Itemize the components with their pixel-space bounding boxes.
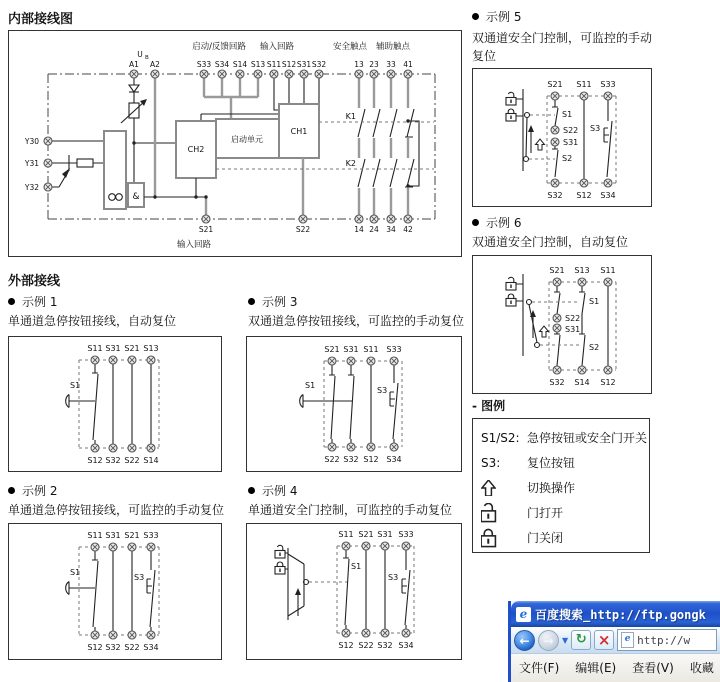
switch-label: S3 [590, 124, 601, 133]
switch-label: S1 [351, 562, 362, 571]
terminal-label: S33 [398, 530, 414, 539]
example2-box [8, 523, 222, 660]
example1-header [8, 293, 57, 310]
door-open-icon [481, 503, 527, 523]
terminal-label: A1 [129, 60, 139, 69]
menu-item-edit[interactable]: 编辑(E) [575, 661, 617, 675]
terminal-label: S11 [87, 344, 103, 353]
terminal-label: S11 [600, 266, 616, 275]
terminal-label: S21 [547, 80, 563, 89]
back-arrow-icon: ← [519, 633, 530, 648]
terminal-label: S12 [87, 456, 103, 465]
ch2-label: CH2 [187, 145, 205, 154]
legend-row [481, 500, 641, 525]
switch-label: S1 [70, 381, 81, 390]
terminal-label: S21 [124, 531, 140, 540]
switch-operation-icon [536, 139, 545, 150]
terminal-label: S22 [324, 455, 340, 464]
door-closed-icon [275, 562, 285, 574]
reset-button-icon [147, 579, 152, 593]
example4-desc: 单通道安全门控制，可监控的手动复位 [248, 503, 453, 517]
switch-label: S1 [589, 297, 600, 306]
page-icon: e [621, 632, 634, 648]
browser-titlebar[interactable] [511, 601, 720, 627]
switch-label: S1 [70, 568, 81, 577]
terminal-label: S31 [105, 531, 121, 540]
k1-label: K1 [345, 112, 356, 121]
legend-row [481, 450, 641, 475]
bullet-icon [8, 487, 15, 494]
terminal-label: S32 [549, 378, 565, 387]
example1-title: 示例 1 [22, 295, 58, 309]
example3-title: 示例 3 [262, 295, 298, 309]
terminal-label: S22 [124, 456, 140, 465]
example6-title: 示例 6 [486, 216, 522, 230]
legend-row [481, 425, 648, 450]
estop-button-icon [66, 582, 77, 595]
menu-item-view[interactable]: 查看(V) [632, 661, 674, 675]
terminal-label: S21 [198, 225, 214, 234]
switch-label: S1 [562, 110, 573, 119]
terminal-label: S32 [343, 455, 359, 464]
terminal-label: S31 [343, 345, 359, 354]
browser-window [508, 601, 720, 682]
terminal-label: S12 [576, 191, 592, 200]
terminal-label: S12 [363, 455, 379, 464]
estop-button-icon [300, 395, 311, 408]
ub-label: U [137, 50, 143, 59]
example3-header [248, 293, 297, 310]
safety-door-icon [506, 89, 545, 171]
bullet-icon [8, 298, 15, 305]
example5-box [472, 68, 652, 207]
terminal-label: 33 [386, 60, 396, 69]
switch-label: S2 [589, 343, 600, 352]
terminal-label: S22 [563, 126, 579, 135]
browser-nav-toolbar [511, 627, 720, 654]
example6-desc: 双通道安全门控制，自动复位 [472, 235, 629, 249]
terminal-label: S21 [358, 530, 374, 539]
terminal-label: S14 [574, 378, 590, 387]
internal-diagram-title: 内部接线图 [8, 12, 74, 27]
terminal-label: S31 [296, 60, 312, 69]
legend-key: S1/S2: [481, 430, 520, 445]
bullet-icon [248, 487, 255, 494]
close-icon: × [597, 631, 611, 649]
reset-button-icon [390, 392, 395, 406]
terminal-label: S34 [398, 641, 414, 650]
terminal-label: S13 [143, 344, 159, 353]
door-open-icon [275, 545, 285, 558]
safety-door-icon [506, 274, 549, 356]
example1-diagram [9, 337, 219, 469]
bullet-icon [472, 13, 479, 20]
terminal-label: S21 [324, 345, 340, 354]
example4-diagram [247, 524, 459, 657]
switch-label: S1 [305, 381, 316, 390]
group-aux: 辅助触点 [375, 42, 411, 52]
terminal-label: S11 [87, 531, 103, 540]
terminal-label: S31 [565, 325, 581, 334]
address-bar[interactable] [617, 629, 717, 651]
group-input: 输入回路 [259, 42, 295, 52]
legend-text: 门关闭 [527, 531, 564, 545]
switch-label: S2 [562, 154, 573, 163]
menu-item-file[interactable]: 文件(F) [519, 661, 560, 675]
legend-row [481, 475, 641, 500]
door-closed-icon [481, 528, 527, 548]
legend-box [472, 418, 650, 553]
door-open-icon [506, 277, 516, 290]
refresh-icon: ↻ [575, 632, 587, 647]
reset-button-icon [604, 128, 609, 142]
terminal-label: S14 [232, 60, 248, 69]
terminal-label: S22 [565, 314, 581, 323]
terminal-label: S32 [105, 643, 121, 652]
refresh-button[interactable] [571, 630, 591, 650]
safety-door-icon [275, 545, 309, 620]
terminal-label: S32 [311, 60, 327, 69]
legend-text: 门打开 [527, 506, 564, 520]
terminal-label: S22 [358, 641, 374, 650]
terminal-label: Y31 [24, 159, 39, 168]
forward-button[interactable] [538, 630, 559, 651]
history-dropdown-button[interactable] [562, 636, 568, 645]
terminal-label: 14 [354, 225, 364, 234]
terminal-label: S22 [124, 643, 140, 652]
terminal-label: S31 [563, 138, 579, 147]
forward-arrow-icon: → [543, 633, 554, 648]
terminal-label: S34 [600, 191, 616, 200]
example4-title: 示例 4 [262, 484, 298, 498]
terminal-label: 13 [354, 60, 364, 69]
example2-desc: 单通道急停按钮接线，可监控的手动复位 [8, 503, 225, 517]
terminal-label: S13 [574, 266, 590, 275]
group-safety: 安全触点 [332, 42, 368, 52]
terminal-label: S11 [363, 345, 379, 354]
terminal-label: Y30 [24, 137, 39, 146]
legend-text: 急停按钮或安全门开关 [527, 431, 648, 445]
ie-logo-icon: e [516, 607, 531, 622]
terminal-label: S33 [600, 80, 616, 89]
legend-title: - 图例 [472, 399, 506, 413]
terminal-label: S32 [105, 456, 121, 465]
terminal-label: S33 [196, 60, 212, 69]
example5-header [472, 8, 521, 25]
terminal-label: 24 [369, 225, 379, 234]
terminal-label: 41 [403, 60, 413, 69]
terminal-label: S11 [576, 80, 592, 89]
example5-desc-line2: 复位 [472, 49, 497, 63]
terminal-label: S32 [547, 191, 563, 200]
example3-diagram [247, 337, 459, 469]
k2-label: K2 [345, 159, 356, 168]
example3-box [246, 336, 462, 472]
address-input: http://w [637, 633, 691, 647]
legend-row [481, 525, 641, 550]
legend-text: 复位按钮 [527, 456, 576, 470]
example4-header [248, 482, 297, 499]
switch-label: S3 [377, 386, 388, 395]
terminal-label: S33 [143, 531, 159, 540]
terminal-label: 34 [386, 225, 396, 234]
terminal-label: S22 [295, 225, 311, 234]
chevron-down-icon: ▼ [562, 635, 569, 645]
terminal-label: S12 [281, 60, 297, 69]
terminal-label: S12 [600, 378, 616, 387]
ub-sub-label: B [145, 55, 149, 61]
example3-desc: 双通道急停按钮接线，可监控的手动复位 [248, 314, 465, 328]
terminal-label: S13 [250, 60, 266, 69]
internal-wiring-box [8, 30, 462, 257]
terminal-label: S34 [143, 643, 159, 652]
ch1-label: CH1 [290, 127, 308, 136]
terminal-label: S21 [549, 266, 565, 275]
example5-desc-line1: 双通道安全门控制，可监控的手动 [472, 31, 653, 45]
example5-title: 示例 5 [486, 10, 522, 24]
menu-item-favorites[interactable]: 收藏 [689, 661, 714, 675]
browser-window-title: 百度搜索_http://ftp.gongk [535, 607, 706, 622]
group-start-feedback: 启动/反馈回路 [192, 42, 246, 52]
legend-text: 切换操作 [527, 481, 576, 495]
door-closed-icon [506, 109, 516, 121]
terminal-label: S12 [87, 643, 103, 652]
example1-desc: 单通道急停按钮接线，自动复位 [8, 314, 177, 328]
switch-label: S3 [134, 573, 145, 582]
switch-operation-icon [540, 326, 549, 337]
start-unit-label: 启动单元 [231, 135, 263, 144]
example4-box [246, 523, 462, 660]
legend-key: S3: [481, 455, 501, 470]
group-input-bottom: 输入回路 [176, 240, 212, 250]
door-closed-icon [506, 294, 516, 306]
bullet-icon [472, 219, 479, 226]
example6-diagram [473, 256, 649, 391]
browser-menu-bar [511, 654, 720, 682]
switch-operation-icon [481, 480, 527, 496]
terminal-label: S14 [143, 456, 159, 465]
example1-box [8, 336, 222, 472]
example6-header [472, 214, 521, 231]
example2-header [8, 482, 57, 499]
terminal-label: S11 [266, 60, 282, 69]
bullet-icon [248, 298, 255, 305]
terminal-label: S31 [377, 530, 393, 539]
terminal-label: S11 [338, 530, 354, 539]
terminal-label: A2 [150, 60, 160, 69]
external-wiring-title: 外部接线 [8, 274, 61, 289]
switch-label: S3 [388, 573, 399, 582]
example6-box [472, 255, 652, 394]
estop-button-icon [66, 395, 77, 408]
door-open-icon [506, 92, 516, 105]
terminal-label: S34 [214, 60, 230, 69]
stop-button[interactable] [594, 630, 614, 650]
internal-wiring-diagram [9, 31, 459, 254]
example2-diagram [9, 524, 219, 657]
terminal-label: S32 [377, 641, 393, 650]
terminal-label: 23 [369, 60, 379, 69]
terminal-label: S12 [338, 641, 354, 650]
terminal-label: 42 [403, 225, 413, 234]
and-block-label: & [132, 192, 140, 202]
terminal-label: S33 [386, 345, 402, 354]
terminal-label: Y32 [24, 183, 39, 192]
example5-diagram [473, 69, 649, 204]
terminal-label: S31 [105, 344, 121, 353]
reset-button-icon [402, 579, 407, 593]
example2-title: 示例 2 [22, 484, 58, 498]
terminal-label: S21 [124, 344, 140, 353]
terminal-label: S34 [386, 455, 402, 464]
back-button[interactable] [514, 630, 535, 651]
